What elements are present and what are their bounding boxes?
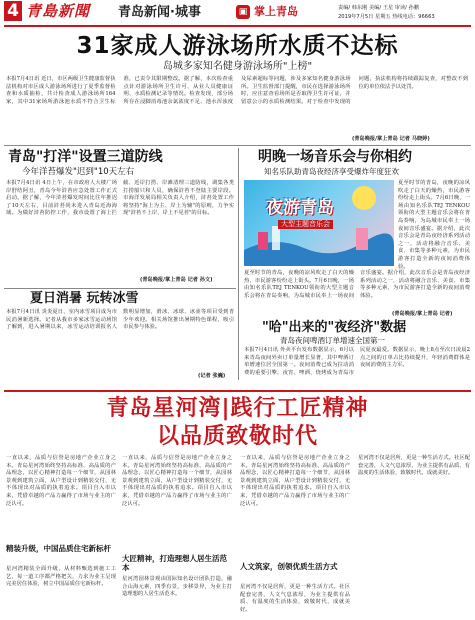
story-4-subheadline: 青岛夜间啤酒订单增速全国第一 — [280, 336, 385, 345]
feature-closing-col: 星河湾不仅是居所，更是一种生活方式。社区配套完善，人文气息浓厚，为业主提供有品质、有温度的生活体验，致敬时代，成就美好。 — [358, 455, 470, 477]
building-shape — [272, 226, 280, 250]
page-number: 4 — [4, 1, 22, 21]
app-icon: ▣ — [236, 5, 250, 19]
lead-headline: 31家成人游泳场所水质不达标 — [76, 33, 399, 59]
header-rule — [4, 25, 471, 27]
poster-subtitle: 大型主题音乐会 — [278, 220, 333, 229]
masthead — [0, 0, 475, 26]
app-name: 掌上青岛 — [254, 5, 298, 18]
story-3-headline: 明晚一场音乐会与你相约 — [258, 149, 412, 165]
paper-name: 青島新聞 — [26, 2, 91, 20]
sun-shape — [352, 186, 376, 210]
story-5-headline: 夏日消暑 玩转冰雪 — [30, 291, 139, 306]
building-shape — [356, 228, 368, 250]
story-3-subheadline: 知名乐队助青岛夜经济享受爆炸年度狂欢 — [264, 167, 399, 176]
feature-intro-col-1: 一直以来，品质与信誉是房地产企业立身之本。青岛星河湾始终坚持高标准、高品质的产品理念，以匠心精神打造每一个细节，从园林景观到建筑立面，从户型设计到精装交付，无不体现出对品质的执着追求。项目自入市以来，凭借卓越的产品力赢得了市场与业主的广泛认可。 — [6, 455, 116, 507]
feature-section-1-heading: 精装升级，中国品质住宅新标杆 — [6, 544, 111, 553]
story-5-body: 本报7月4日讯 炎炎夏日，室内冰雪项目成为市民消暑新选择。记者从我市多家冰雪运动场馆了解到，进入暑期以来，冰雪运动培训报名人数明显增加，滑冰、冰球、冰壶等项目受到青少年欢迎。相关场馆推出暑期特色课程，吸引市民参与体验。 — [6, 309, 234, 331]
section-title: 青岛新闻·城事 — [118, 5, 201, 20]
story-2-divider — [4, 288, 236, 289]
story-4-headline: "哈"出来的"夜经济"数据 — [262, 320, 407, 335]
column-divider — [238, 148, 239, 380]
editor-credits: 责编/ 韩东刚 美编/ 王星 审读/ 孙鹏 — [338, 5, 419, 11]
lead-divider — [4, 145, 471, 146]
lead-body: 本报7月4日讯 近日，市区两级卫生健康监督执法机构对市区成人游泳场所进行了夏季监督检查和水质抽检，共计检查成人游泳场所164家，其中31家场所游泳池水质不符合卫生标准，已责令其限期整改。据了解，本次检查重点针对游泳场所卫生许可、从业人员健康证明、水质检测记录等情况。检查发现，部分场所存在浸脚消毒池余氯浓度不足、池水浑浊度及尿素超标等问题，涉及多家知名健身游泳场所。卫生监督部门提醒，市民在选择游泳场所时，应注意查看场所是否取得卫生许可证，并留意公示的水质检测结果。对于检查中发现的问题，执法机构将持续跟踪复查，对整改不到位的单位依法予以处罚。 — [6, 76, 468, 105]
feature-section-2-heading: 大匠精神，打造理想人居生活范本 — [122, 554, 227, 572]
feature-headline-2: 以品质致敬时代 — [156, 424, 318, 449]
feature-rule — [4, 390, 471, 392]
story-4-body: 本报7月4日讯 外卖平台发布数据显示，6月以来青岛夜间外卖订单量增长显著，其中啤酒订单增速位居全国第一。夜间消费已成为拉动消费的重要引擎，夜宵、啤酒、烧烤成为青岛市民夏夜最爱。数据显示，晚上8点至次日凌晨2点之间的订单占比持续提升，年轻消费群体是夜间消费的主力军。 — [244, 347, 470, 376]
feature-intro-col-3: 一直以来，品质与信誉是房地产企业立身之本。青岛星河湾始终坚持高标准、高品质的产品理念，以匠心精神打造每一个细节，从园林景观到建筑立面，从户型设计到精装交付，无不体现出对品质的执着追求。项目自入市以来，凭借卓越的产品力赢得了市场与业主的广泛认可。 — [240, 455, 350, 507]
feature-intro-col-2: 一直以来，品质与信誉是房地产企业立身之本。青岛星河湾始终坚持高标准、高品质的产品理念，以匠心精神打造每一个细节，从园林景观到建筑立面，从户型设计到精装交付，无不体现出对品质的执着追求。项目自入市以来，凭借卓越的产品力赢得了市场与业主的广泛认可。 — [122, 455, 232, 507]
story-3-body-side: 夏至时节的青岛，夜晚的凉风吹走了白天的燥热，市民游客纷纷走上街头。7月6日晚，一场由知名乐队TEJ TENKOU领衔的大型主题音乐会将在青岛奏响，为岛城市民奉上一场夜间音乐盛宴。据介绍，此次音乐会是青岛夜经济系列活动之一，活动将融合音乐、美食、市集等多种元素，为市民游客打造全新的夜间消费体验。 — [398, 180, 470, 270]
story-2-body: 本报7月4日讯 4日上午，在市政府人大楼广场岸舒结阿丑，青岛今年浒苔应急处置工作正式启动。据了解，今年浒苔爆发时间比往年推迟了10天左右，目前浒苔尚未进入青岛近海海域。为做好浒苔防控工作，我市设置了海上拦截、近岸打捞、岸滩清理三道防线，调集各类打捞船只和人员，确保浒苔不登陆主要岸段。市海洋发展局相关负责人介绍，浒苔处置工作将坚持"海上为主、岸上为辅"的原则，力争实现"浒苔不上岸、岸上不见苔"的目标。 — [6, 180, 234, 217]
app-logo — [236, 4, 322, 20]
story-2-byline: (青岛晚报/掌上青岛 记者 孙文) — [140, 277, 213, 283]
story-5-byline: (记者 张巍) — [198, 373, 226, 379]
lead-subheadline: 岛城多家知名健身游泳场所"上榜" — [162, 61, 313, 72]
feature-section-2-body: 星河湾园林景观由国际知名设计团队打造，融合山海元素，四季有景，步移景异，为业主打造理想的人居生活范本。 — [122, 576, 232, 598]
poster-title: 夜游青岛 — [266, 198, 334, 218]
issue-date: 2019年7月5日 星期五 热线电话：96663 — [338, 14, 435, 20]
story-2-headline: 青岛"打洋"设置三道防线 — [8, 149, 163, 165]
story-2-subheadline: 今年洋苔爆发"迟到"10天左右 — [22, 167, 135, 177]
feature-section-1-body: 星河湾精装全面升级，从材料甄选到施工工艺，每一道工序都严格把关，力求为业主呈现完美居住体验，树立中国品质住宅新标杆。 — [6, 566, 116, 588]
feature-headline-1: 青岛星河湾|践行工匠精神 — [106, 396, 369, 421]
story-3-body: 夏至时节的青岛，夜晚的凉风吹走了白天的燥热，市民游客纷纷走上街头。7月6日晚，一场由知名乐队TEJ TENKOU领衔的大型主题音乐会将在青岛奏响，为岛城市民奉上一场夜间音乐盛宴。据介绍，此次音乐会是青岛夜经济系列活动之一，活动将融合音乐、美食、市集等多种元素，为市民游客打造全新的夜间消费体验。 — [244, 270, 470, 299]
lead-byline: (青岛晚报/掌上青岛 记者 马晓婷) — [352, 136, 430, 142]
concert-poster — [244, 180, 394, 266]
feature-section-3-body: 星河湾不仅是居所，更是一种生活方式。社区配套完善，人文气息浓厚，为业主提供有品质、有温度的生活体验，致敬时代，成就美好。 — [240, 584, 350, 613]
story-3-byline: (青岛晚报/掌上青岛 记者) — [392, 311, 453, 317]
feature-section-3-heading: 人文筑家，创领优质生活方式 — [240, 562, 338, 571]
building-shape — [258, 232, 268, 250]
